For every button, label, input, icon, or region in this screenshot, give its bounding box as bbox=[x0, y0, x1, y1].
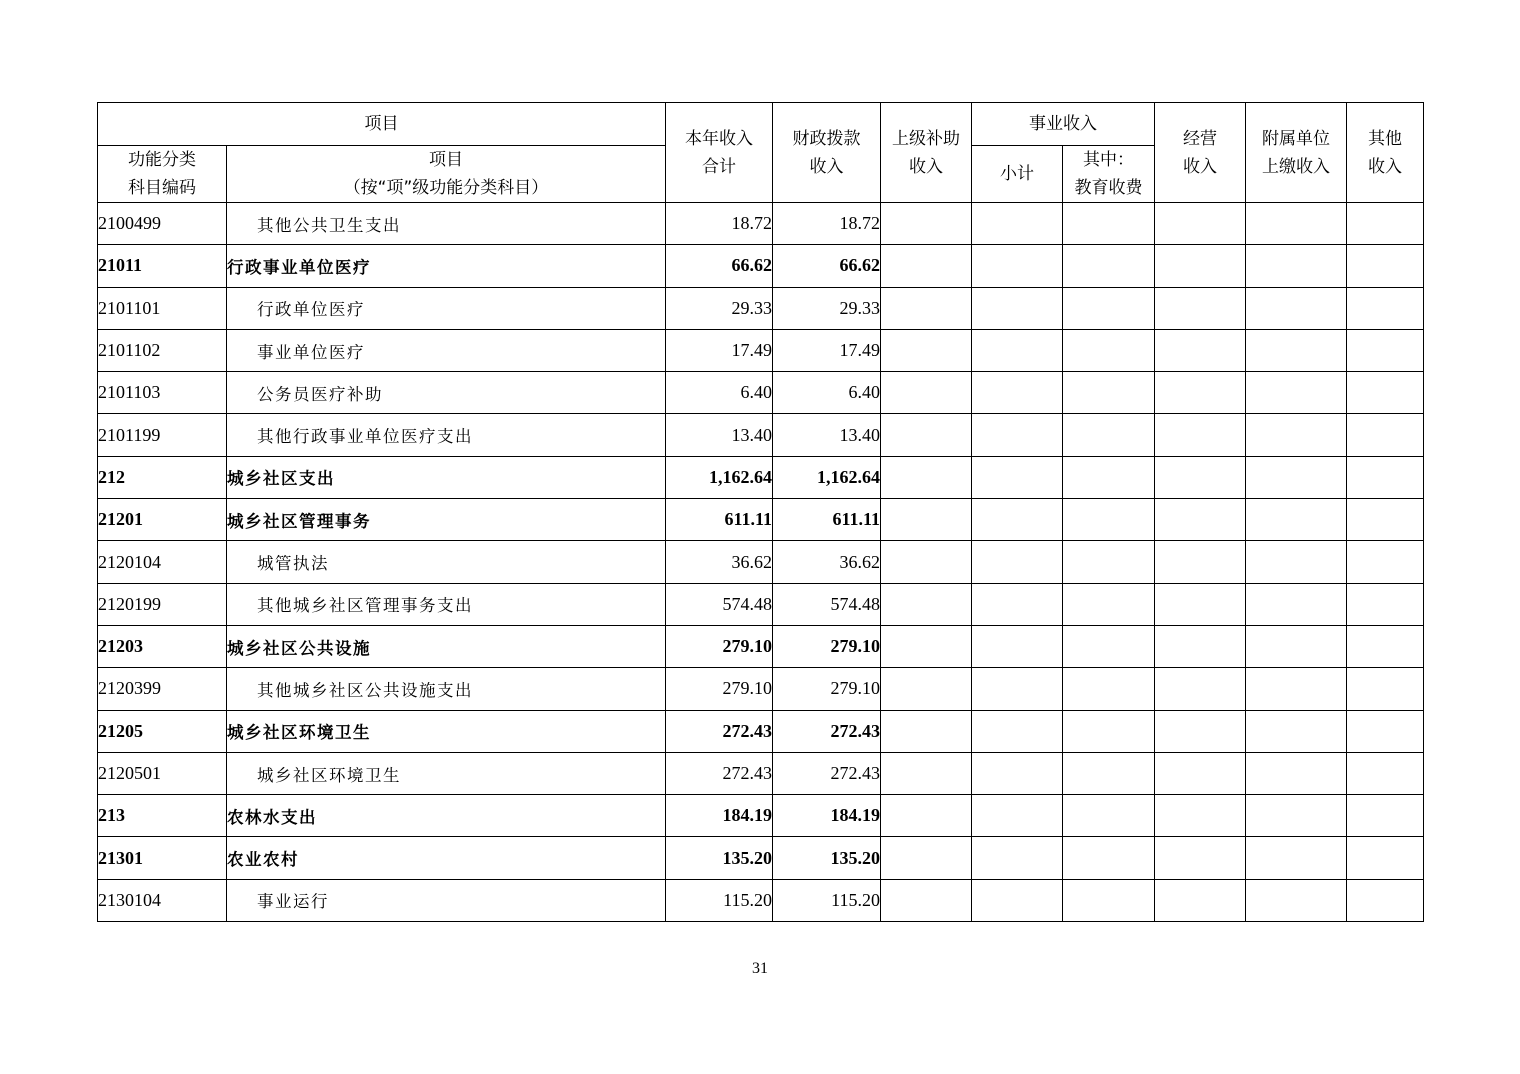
fiscal-allocation-cell: 611.11 bbox=[773, 499, 881, 541]
superior-subsidy-cell bbox=[881, 372, 972, 414]
item-name-cell: 事业运行 bbox=[227, 879, 666, 921]
other-income-cell bbox=[1347, 710, 1424, 752]
operating-income-cell bbox=[1155, 541, 1246, 583]
table-row bbox=[98, 329, 1424, 371]
affiliate-income-cell bbox=[1246, 879, 1347, 921]
total-income-cell: 66.62 bbox=[666, 245, 773, 287]
operating-income-cell bbox=[1155, 456, 1246, 498]
education-fees-cell bbox=[1063, 203, 1155, 245]
education-fees-cell bbox=[1063, 541, 1155, 583]
item-name-cell: 其他城乡社区管理事务支出 bbox=[227, 583, 666, 625]
header-other-income: 其他 收入 bbox=[1347, 103, 1424, 203]
fiscal-allocation-cell: 279.10 bbox=[773, 625, 881, 667]
item-name-cell: 城乡社区公共设施 bbox=[227, 625, 666, 667]
affiliate-income-cell bbox=[1246, 245, 1347, 287]
operating-income-cell bbox=[1155, 625, 1246, 667]
fiscal-allocation-cell: 29.33 bbox=[773, 287, 881, 329]
affiliate-income-cell bbox=[1246, 668, 1347, 710]
other-income-cell bbox=[1347, 752, 1424, 794]
total-income-cell: 184.19 bbox=[666, 795, 773, 837]
education-fees-cell bbox=[1063, 668, 1155, 710]
education-fees-cell bbox=[1063, 372, 1155, 414]
fiscal-allocation-cell: 17.49 bbox=[773, 329, 881, 371]
career-subtotal-cell bbox=[972, 879, 1063, 921]
fiscal-allocation-cell: 184.19 bbox=[773, 795, 881, 837]
affiliate-income-cell bbox=[1246, 372, 1347, 414]
total-income-cell: 279.10 bbox=[666, 668, 773, 710]
code-cell: 21203 bbox=[98, 625, 227, 667]
item-name-cell: 其他公共卫生支出 bbox=[227, 203, 666, 245]
code-cell: 2130104 bbox=[98, 879, 227, 921]
education-fees-cell bbox=[1063, 287, 1155, 329]
other-income-cell bbox=[1347, 583, 1424, 625]
career-subtotal-cell bbox=[972, 668, 1063, 710]
item-name-cell: 城乡社区环境卫生 bbox=[227, 710, 666, 752]
table-row bbox=[98, 245, 1424, 287]
total-income-cell: 6.40 bbox=[666, 372, 773, 414]
operating-income-cell bbox=[1155, 795, 1246, 837]
affiliate-income-cell bbox=[1246, 583, 1347, 625]
other-income-cell bbox=[1347, 837, 1424, 879]
fiscal-allocation-cell: 115.20 bbox=[773, 879, 881, 921]
operating-income-cell bbox=[1155, 329, 1246, 371]
career-subtotal-cell bbox=[972, 287, 1063, 329]
fiscal-allocation-cell: 1,162.64 bbox=[773, 456, 881, 498]
career-subtotal-cell bbox=[972, 414, 1063, 456]
education-fees-cell bbox=[1063, 245, 1155, 287]
affiliate-income-cell bbox=[1246, 541, 1347, 583]
item-name-cell: 城乡社区环境卫生 bbox=[227, 752, 666, 794]
item-name-cell: 农林水支出 bbox=[227, 795, 666, 837]
superior-subsidy-cell bbox=[881, 837, 972, 879]
item-name-cell: 事业单位医疗 bbox=[227, 329, 666, 371]
career-subtotal-cell bbox=[972, 541, 1063, 583]
code-cell: 21201 bbox=[98, 499, 227, 541]
total-income-cell: 17.49 bbox=[666, 329, 773, 371]
total-income-cell: 135.20 bbox=[666, 837, 773, 879]
affiliate-income-cell bbox=[1246, 625, 1347, 667]
affiliate-income-cell bbox=[1246, 203, 1347, 245]
total-income-cell: 13.40 bbox=[666, 414, 773, 456]
other-income-cell bbox=[1347, 203, 1424, 245]
page-number: 31 bbox=[752, 960, 768, 977]
table-row bbox=[98, 625, 1424, 667]
table-row bbox=[98, 499, 1424, 541]
operating-income-cell bbox=[1155, 203, 1246, 245]
table-row bbox=[98, 414, 1424, 456]
item-name-cell: 行政事业单位医疗 bbox=[227, 245, 666, 287]
operating-income-cell bbox=[1155, 499, 1246, 541]
code-cell: 2120501 bbox=[98, 752, 227, 794]
code-cell: 2101102 bbox=[98, 329, 227, 371]
header-subtotal: 小计 bbox=[972, 146, 1063, 203]
code-cell: 21205 bbox=[98, 710, 227, 752]
other-income-cell bbox=[1347, 287, 1424, 329]
header-career-income: 事业收入 bbox=[972, 103, 1155, 146]
career-subtotal-cell bbox=[972, 710, 1063, 752]
fiscal-allocation-cell: 66.62 bbox=[773, 245, 881, 287]
table-row bbox=[98, 837, 1424, 879]
item-name-cell: 城乡社区管理事务 bbox=[227, 499, 666, 541]
fiscal-allocation-cell: 574.48 bbox=[773, 583, 881, 625]
table-row bbox=[98, 456, 1424, 498]
header-item: 项目 （按“项”级功能分类科目） bbox=[227, 146, 666, 203]
fiscal-allocation-cell: 36.62 bbox=[773, 541, 881, 583]
item-name-cell: 其他城乡社区公共设施支出 bbox=[227, 668, 666, 710]
education-fees-cell bbox=[1063, 710, 1155, 752]
table-row bbox=[98, 583, 1424, 625]
table-row bbox=[98, 752, 1424, 794]
superior-subsidy-cell bbox=[881, 710, 972, 752]
operating-income-cell bbox=[1155, 710, 1246, 752]
total-income-cell: 279.10 bbox=[666, 625, 773, 667]
career-subtotal-cell bbox=[972, 752, 1063, 794]
code-cell: 2101103 bbox=[98, 372, 227, 414]
total-income-cell: 611.11 bbox=[666, 499, 773, 541]
career-subtotal-cell bbox=[972, 795, 1063, 837]
affiliate-income-cell bbox=[1246, 329, 1347, 371]
table-row bbox=[98, 541, 1424, 583]
total-income-cell: 29.33 bbox=[666, 287, 773, 329]
education-fees-cell bbox=[1063, 625, 1155, 667]
header-superior-subsidy: 上级补助 收入 bbox=[881, 103, 972, 203]
total-income-cell: 36.62 bbox=[666, 541, 773, 583]
header-affiliate-income: 附属单位 上缴收入 bbox=[1246, 103, 1347, 203]
career-subtotal-cell bbox=[972, 329, 1063, 371]
code-cell: 2101101 bbox=[98, 287, 227, 329]
table-row bbox=[98, 203, 1424, 245]
other-income-cell bbox=[1347, 414, 1424, 456]
item-name-cell: 城乡社区支出 bbox=[227, 456, 666, 498]
total-income-cell: 1,162.64 bbox=[666, 456, 773, 498]
code-cell: 2120199 bbox=[98, 583, 227, 625]
operating-income-cell bbox=[1155, 752, 1246, 794]
operating-income-cell bbox=[1155, 583, 1246, 625]
education-fees-cell bbox=[1063, 879, 1155, 921]
operating-income-cell bbox=[1155, 287, 1246, 329]
operating-income-cell bbox=[1155, 668, 1246, 710]
fiscal-allocation-cell: 18.72 bbox=[773, 203, 881, 245]
other-income-cell bbox=[1347, 879, 1424, 921]
other-income-cell bbox=[1347, 329, 1424, 371]
affiliate-income-cell bbox=[1246, 837, 1347, 879]
table-row bbox=[98, 287, 1424, 329]
affiliate-income-cell bbox=[1246, 456, 1347, 498]
affiliate-income-cell bbox=[1246, 710, 1347, 752]
superior-subsidy-cell bbox=[881, 625, 972, 667]
code-cell: 21011 bbox=[98, 245, 227, 287]
total-income-cell: 18.72 bbox=[666, 203, 773, 245]
total-income-cell: 115.20 bbox=[666, 879, 773, 921]
education-fees-cell bbox=[1063, 456, 1155, 498]
fiscal-allocation-cell: 13.40 bbox=[773, 414, 881, 456]
code-cell: 213 bbox=[98, 795, 227, 837]
affiliate-income-cell bbox=[1246, 795, 1347, 837]
operating-income-cell bbox=[1155, 837, 1246, 879]
career-subtotal-cell bbox=[972, 456, 1063, 498]
education-fees-cell bbox=[1063, 795, 1155, 837]
fiscal-allocation-cell: 279.10 bbox=[773, 668, 881, 710]
total-income-cell: 272.43 bbox=[666, 752, 773, 794]
education-fees-cell bbox=[1063, 329, 1155, 371]
affiliate-income-cell bbox=[1246, 414, 1347, 456]
operating-income-cell bbox=[1155, 245, 1246, 287]
superior-subsidy-cell bbox=[881, 456, 972, 498]
header-total-income: 本年收入 合计 bbox=[666, 103, 773, 203]
table-row bbox=[98, 372, 1424, 414]
item-name-cell: 行政单位医疗 bbox=[227, 287, 666, 329]
code-cell: 2120104 bbox=[98, 541, 227, 583]
operating-income-cell bbox=[1155, 414, 1246, 456]
superior-subsidy-cell bbox=[881, 414, 972, 456]
code-cell: 2100499 bbox=[98, 203, 227, 245]
superior-subsidy-cell bbox=[881, 668, 972, 710]
superior-subsidy-cell bbox=[881, 203, 972, 245]
affiliate-income-cell bbox=[1246, 752, 1347, 794]
career-subtotal-cell bbox=[972, 372, 1063, 414]
superior-subsidy-cell bbox=[881, 329, 972, 371]
income-table bbox=[97, 102, 1424, 922]
header-education-fees: 其中： 教育收费 bbox=[1063, 146, 1155, 203]
career-subtotal-cell bbox=[972, 583, 1063, 625]
other-income-cell bbox=[1347, 372, 1424, 414]
other-income-cell bbox=[1347, 795, 1424, 837]
table-row bbox=[98, 710, 1424, 752]
header-fiscal-allocation: 财政拨款 收入 bbox=[773, 103, 881, 203]
other-income-cell bbox=[1347, 541, 1424, 583]
career-subtotal-cell bbox=[972, 625, 1063, 667]
header-operating-income: 经营 收入 bbox=[1155, 103, 1246, 203]
other-income-cell bbox=[1347, 245, 1424, 287]
fiscal-allocation-cell: 272.43 bbox=[773, 752, 881, 794]
total-income-cell: 272.43 bbox=[666, 710, 773, 752]
code-cell: 2120399 bbox=[98, 668, 227, 710]
education-fees-cell bbox=[1063, 752, 1155, 794]
item-name-cell: 城管执法 bbox=[227, 541, 666, 583]
code-cell: 2101199 bbox=[98, 414, 227, 456]
affiliate-income-cell bbox=[1246, 287, 1347, 329]
superior-subsidy-cell bbox=[881, 795, 972, 837]
other-income-cell bbox=[1347, 499, 1424, 541]
superior-subsidy-cell bbox=[881, 245, 972, 287]
header-project: 项目 bbox=[98, 103, 666, 146]
career-subtotal-cell bbox=[972, 837, 1063, 879]
item-name-cell: 其他行政事业单位医疗支出 bbox=[227, 414, 666, 456]
table-body bbox=[98, 203, 1424, 922]
superior-subsidy-cell bbox=[881, 879, 972, 921]
fiscal-allocation-cell: 135.20 bbox=[773, 837, 881, 879]
other-income-cell bbox=[1347, 668, 1424, 710]
table-row bbox=[98, 879, 1424, 921]
education-fees-cell bbox=[1063, 499, 1155, 541]
education-fees-cell bbox=[1063, 414, 1155, 456]
operating-income-cell bbox=[1155, 372, 1246, 414]
affiliate-income-cell bbox=[1246, 499, 1347, 541]
fiscal-allocation-cell: 272.43 bbox=[773, 710, 881, 752]
superior-subsidy-cell bbox=[881, 499, 972, 541]
operating-income-cell bbox=[1155, 879, 1246, 921]
other-income-cell bbox=[1347, 625, 1424, 667]
superior-subsidy-cell bbox=[881, 287, 972, 329]
code-cell: 212 bbox=[98, 456, 227, 498]
superior-subsidy-cell bbox=[881, 583, 972, 625]
superior-subsidy-cell bbox=[881, 752, 972, 794]
total-income-cell: 574.48 bbox=[666, 583, 773, 625]
table-row bbox=[98, 668, 1424, 710]
item-name-cell: 公务员医疗补助 bbox=[227, 372, 666, 414]
item-name-cell: 农业农村 bbox=[227, 837, 666, 879]
other-income-cell bbox=[1347, 456, 1424, 498]
table-row bbox=[98, 795, 1424, 837]
code-cell: 21301 bbox=[98, 837, 227, 879]
fiscal-allocation-cell: 6.40 bbox=[773, 372, 881, 414]
superior-subsidy-cell bbox=[881, 541, 972, 583]
education-fees-cell bbox=[1063, 583, 1155, 625]
career-subtotal-cell bbox=[972, 245, 1063, 287]
education-fees-cell bbox=[1063, 837, 1155, 879]
career-subtotal-cell bbox=[972, 499, 1063, 541]
career-subtotal-cell bbox=[972, 203, 1063, 245]
header-function-code: 功能分类 科目编码 bbox=[98, 146, 227, 203]
